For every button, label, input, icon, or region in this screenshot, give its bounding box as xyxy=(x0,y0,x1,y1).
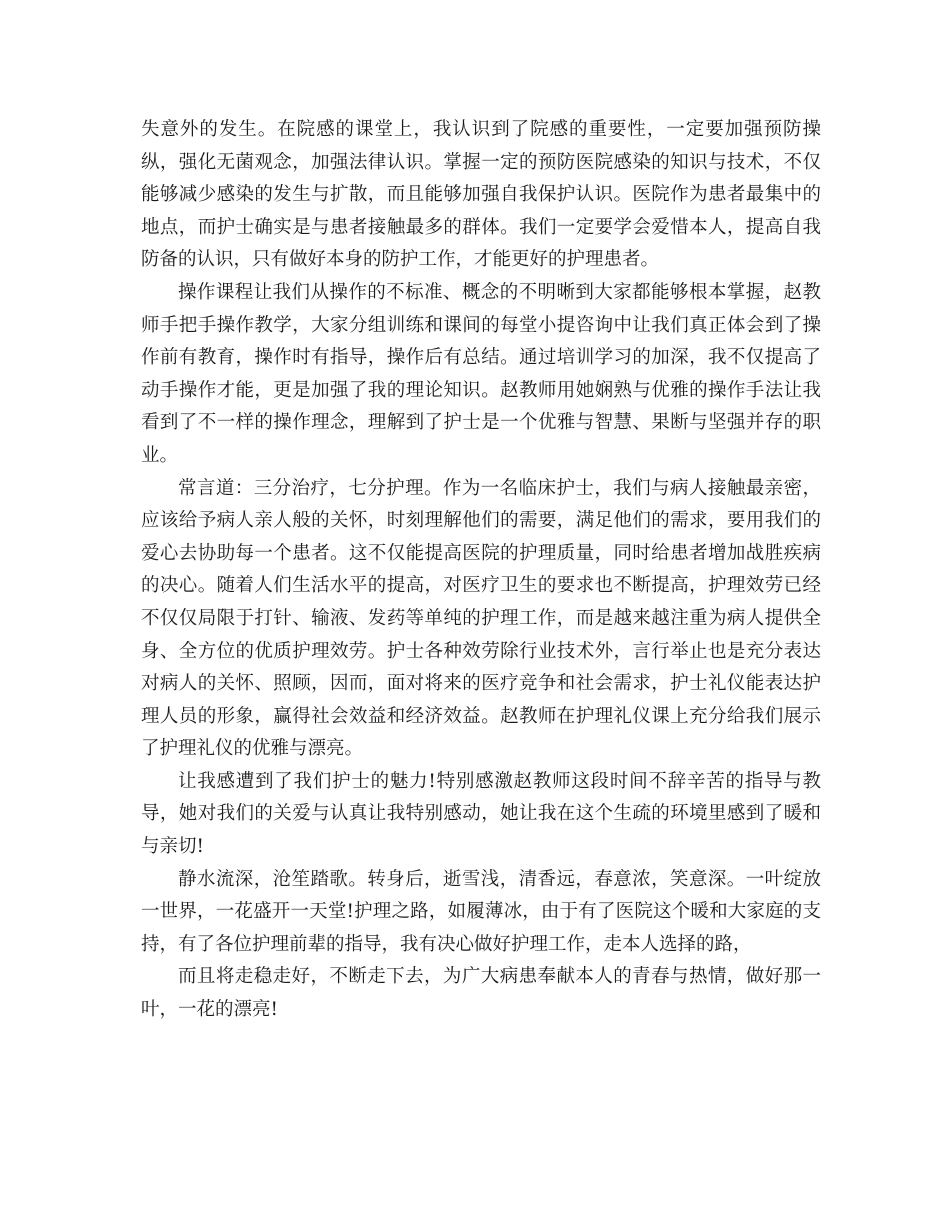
paragraph-2: 操作课程让我们从操作的不标准、概念的不明晰到大家都能够根本掌握，赵教师手把手操作教学，大家分组训练和课间的每堂小提咨询中让我们真正体会到了操作前有教育，操作时有指导，操作后有总结。通过培训学习的加深，我不仅提高了动手操作才能，更是加强了我的理论知识。赵教师用她娴熟与优雅的操作手法让我看到了不一样的操作理念，理解到了护士是一个优雅与智慧、果断与坚强并存的职业。 xyxy=(141,281,821,466)
paragraph-4: 让我感遭到了我们护士的魅力!特别感激赵教师这段时间不辞辛苦的指导与教导，她对我们的关爱与认真让我特别感动，她让我在这个生疏的环境里感到了暖和与亲切! xyxy=(141,770,821,858)
paragraph-3: 常言道：三分治疗，七分护理。作为一名临床护士，我们与病人接触最亲密，应该给予病人亲人般的关怀，时刻理解他们的需要，满足他们的需求，要用我们的爱心去协助每一个患者。这不仅能提高医院的护理质量，同时给患者增加战胜疾病的决心。随着人们生活水平的提高，对医疗卫生的要求也不断提高，护理效劳已经不仅仅局限于打针、输液、发药等单纯的护理工作，而是越来越注重为病人提供全身、全方位的优质护理效劳。护士各种效劳除行业技术外，言行举止也是充分表达对病人的关怀、照顾，因而，面对将来的医疗竞争和社会需求，护士礼仪能表达护理人员的形象，赢得社会效益和经济效益。赵教师在护理礼仪课上充分给我们展示了护理礼仪的优雅与漂亮。 xyxy=(141,477,821,760)
paragraph-6: 而且将走稳走好，不断走下去，为广大病患奉献本人的青春与热情，做好那一叶，一花的漂亮! xyxy=(141,966,821,1021)
paragraph-5: 静水流深，沧笙踏歌。转身后，逝雪浅，清香远，春意浓，笑意深。一叶绽放一世界，一花盛开一天堂!护理之路，如履薄冰，由于有了医院这个暖和大家庭的支持，有了各位护理前辈的指导，我有决心做好护理工作，走本人选择的路， xyxy=(141,868,821,955)
paragraph-1: 失意外的发生。在院感的课堂上，我认识到了院感的重要性，一定要加强预防操纵，强化无菌观念，加强法律认识。掌握一定的预防医院感染的知识与技术，不仅能够减少感染的发生与扩散，而且能够加强自我保护认识。医院作为患者最集中的地点，而护士确实是与患者接触最多的群体。我们一定要学会爱惜本人，提高自我防备的认识，只有做好本身的防护工作，才能更好的护理患者。 xyxy=(141,119,821,271)
document-body xyxy=(141,114,821,1027)
